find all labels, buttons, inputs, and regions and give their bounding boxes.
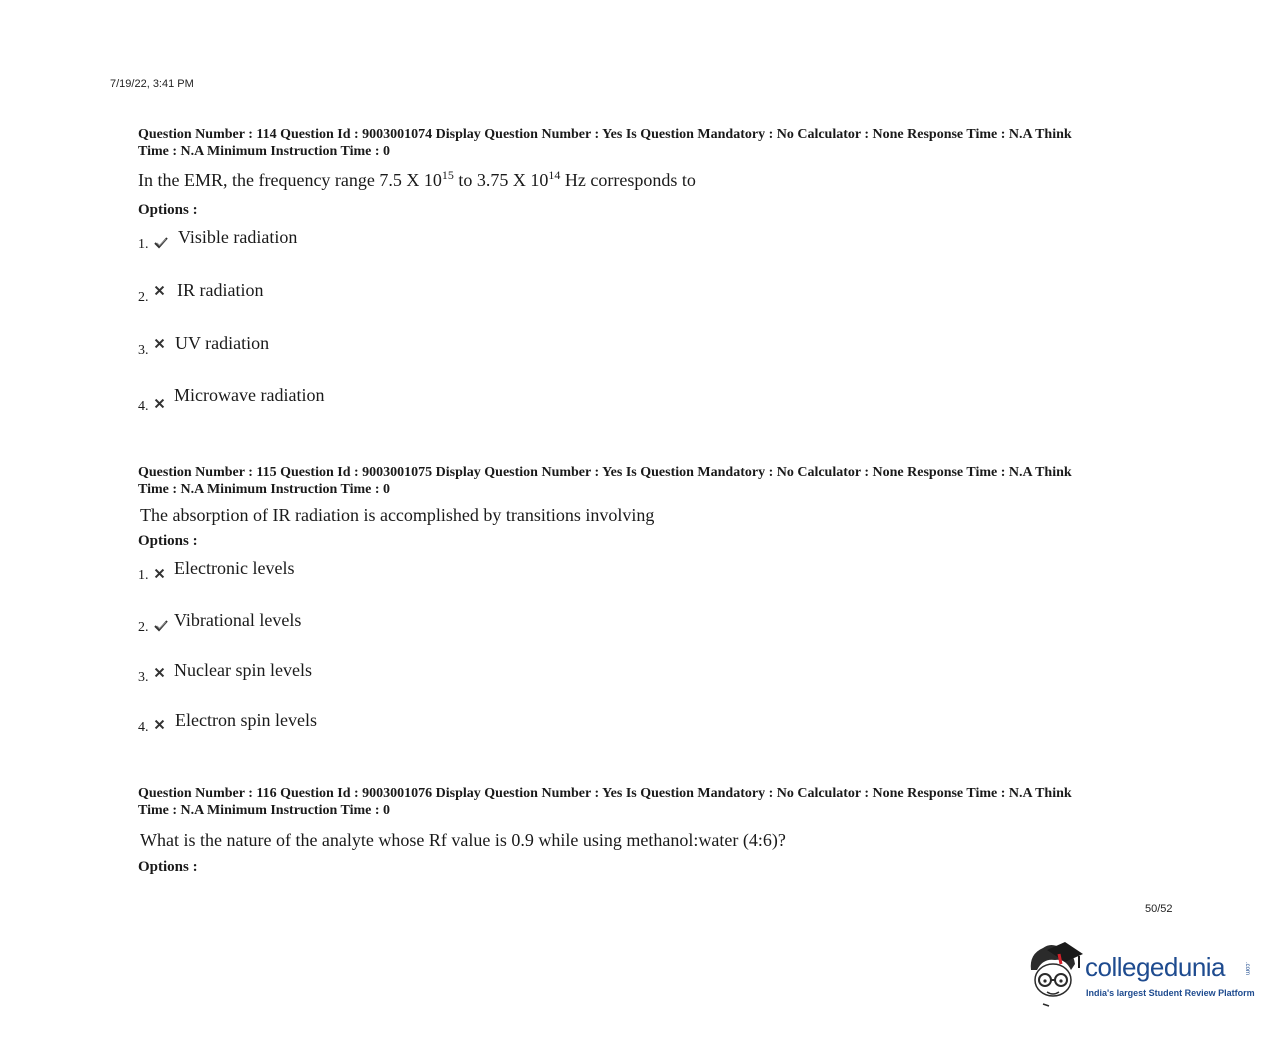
logo-tagline: India's largest Student Review Platform — [1086, 988, 1255, 998]
option-number: 1. — [138, 237, 149, 252]
check-icon — [154, 236, 168, 250]
logo-suffix: .com — [1244, 962, 1250, 976]
question-meta-line1: Question Number : 116 Question Id : 9003001076 Display Question Number : Yes Is Question Mandatory : No Calculator : None Response Time : N.A Think — [138, 786, 1072, 801]
question-text-part1: In the EMR, the frequency range 7.5 X 10 — [138, 170, 442, 190]
cross-icon — [154, 285, 165, 296]
question-115 — [138, 464, 1168, 735]
question-text-part2: to 3.75 X 10 — [453, 170, 549, 190]
question-text-part3: Hz corresponds to — [560, 170, 696, 190]
option-number: 2. — [138, 620, 149, 635]
options-label: Options : — [138, 202, 198, 218]
option-label: Microwave radiation — [174, 385, 325, 405]
question-text: What is the nature of the analyte whose Rf value is 0.9 while using methanol:water (4:6)? — [140, 830, 786, 850]
question-meta-line1: Question Number : 114 Question Id : 9003001074 Display Question Number : Yes Is Question Mandatory : No Calculator : None Response Time : N.A Think — [138, 127, 1072, 142]
exponent-2: 14 — [548, 168, 561, 182]
question-meta — [138, 126, 1168, 160]
cross-icon — [154, 719, 165, 730]
question-meta-line2: Time : N.A Minimum Instruction Time : 0 — [138, 144, 391, 159]
cross-icon — [154, 568, 165, 579]
question-meta-line1: Question Number : 115 Question Id : 9003001075 Display Question Number : Yes Is Question Mandatory : No Calculator : None Response Time : N.A Think — [138, 465, 1072, 480]
option-label: Electronic levels — [174, 558, 295, 578]
page-number: 50/52 — [1145, 903, 1173, 915]
option-number: 3. — [138, 343, 149, 358]
option-number: 4. — [138, 399, 149, 414]
option-label: Nuclear spin levels — [174, 660, 312, 680]
question-meta-line2: Time : N.A Minimum Instruction Time : 0 — [138, 803, 391, 818]
check-icon — [154, 619, 168, 633]
exponent-1: 15 — [441, 168, 454, 182]
logo-wordmark: collegedunia — [1085, 952, 1226, 982]
question-text — [138, 168, 696, 191]
print-timestamp: 7/19/22, 3:41 PM — [110, 78, 194, 90]
option-number: 4. — [138, 720, 149, 735]
question-meta-line2: Time : N.A Minimum Instruction Time : 0 — [138, 482, 391, 497]
option-label: IR radiation — [177, 280, 264, 300]
option-label: UV radiation — [175, 333, 270, 353]
cross-icon — [154, 338, 165, 349]
question-116 — [138, 785, 1168, 875]
collegedunia-logo — [1025, 940, 1255, 1010]
cross-icon — [154, 398, 165, 409]
option-label: Electron spin levels — [175, 710, 317, 730]
option-number: 2. — [138, 290, 149, 305]
cross-icon — [154, 667, 165, 678]
question-meta — [138, 785, 1168, 819]
option-number: 1. — [138, 568, 149, 583]
question-114 — [138, 126, 1168, 414]
options-label: Options : — [138, 533, 198, 549]
options-label: Options : — [138, 859, 198, 875]
option-label: Vibrational levels — [174, 610, 302, 630]
question-text: The absorption of IR radiation is accomplished by transitions involving — [140, 505, 655, 525]
mascot-icon — [1025, 940, 1087, 1010]
option-number: 3. — [138, 670, 149, 685]
option-label: Visible radiation — [178, 227, 298, 247]
question-meta — [138, 464, 1168, 498]
